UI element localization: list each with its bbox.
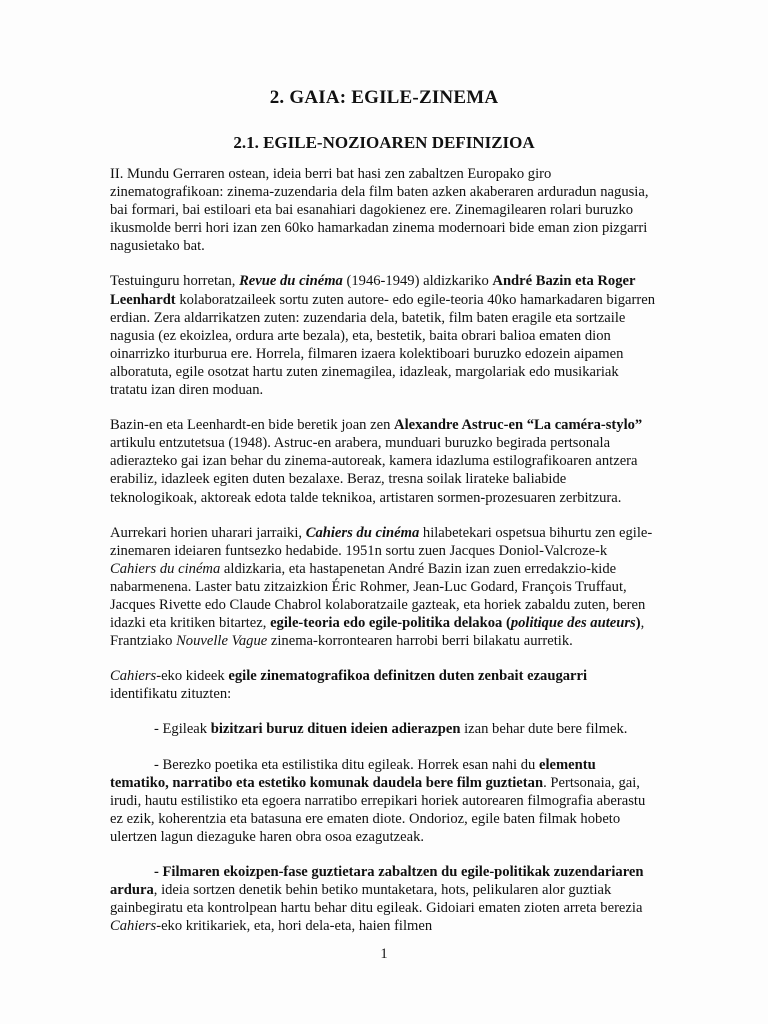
text-run: identifikatu zituzten:	[110, 686, 232, 703]
text-run: . Pertsonaia, gai, irudi, hautu estilistiko eta egoera narratibo errepikari horiek autorearen filmografia aberastu ez ezik, koherentzia eta batasuna ere ematen diote. Ondorioz, egile baten filmak hobeto ulertzen lagun diezaguke haren obra osoa ezagutzeak.	[110, 774, 646, 845]
text-run: - Egileak	[154, 721, 211, 738]
body-paragraph	[110, 416, 655, 506]
text-run: artikulu entzutetsua (1948). Astruc-en arabera, munduari buruzko begirada pertsonala adierazteko gai izan behar du zinema-autoreak, kamera idazluma estilografikoaren antzera erabiliz, idazleek egiten duten bezalaxe. Beraz, tresna soilak lirateke baliabide teknologikoak, aktoreak edota talde teknikoa, artistaren sormen-prozesuaren zerbitzura.	[110, 435, 638, 506]
section-heading: 2.1. EGILE-NOZIOAREN DEFINIZIOA	[233, 133, 535, 152]
emphasized-text: Cahiers	[110, 668, 157, 685]
body-paragraph	[110, 524, 655, 651]
list-item	[110, 756, 655, 846]
list-item	[110, 720, 655, 738]
emphasized-text: elementu tematiko, narratibo eta estetiko komunak daudela bere film guztietan	[110, 756, 596, 791]
text-run: zinema-korrontearen harrobi berri bilakatu aurretik.	[267, 633, 573, 650]
emphasized-text: politique des auteurs	[510, 615, 636, 632]
emphasized-text: Revue du cinéma	[239, 273, 343, 290]
text-run: Bazin-en eta Leenhardt-en bide beretik joan zen	[110, 417, 395, 434]
text-run: -eko kideek	[156, 668, 229, 685]
text-run: (1946-1949) aldizkariko	[342, 273, 493, 290]
emphasized-text: bizitzari buruz dituen ideien adierazpen	[210, 721, 461, 738]
text-run: Testuinguru horretan,	[110, 273, 240, 290]
emphasized-text: Nouvelle Vague	[176, 633, 268, 650]
text-run: -eko kritikariek, eta, hori dela-eta, haien filmen	[156, 918, 433, 935]
text-run: izan behar dute bere filmek.	[460, 721, 628, 738]
body-paragraph	[110, 667, 655, 703]
document-body	[110, 165, 655, 952]
emphasized-text: egile zinematografikoa definitzen duten zenbait ezaugarri	[228, 668, 588, 685]
text-run: , ideia sortzen denetik behin betiko muntaketara, hots, pelikularen alor guztiak gainbegiratu eta kontrolpean hartu behar ditu egileak. Gidoiari ematen zioten arreta berezia	[110, 882, 643, 917]
emphasized-text: Alexandre Astruc-en “La caméra-stylo”	[394, 417, 643, 434]
emphasized-text: Cahiers	[110, 918, 157, 935]
emphasized-text: )	[635, 615, 641, 632]
emphasized-text: André Bazin eta Roger Leenhardt	[110, 273, 636, 308]
text-run: kolaboratzaileek sortu zuten autore- edo egile-teoria 40ko hamarkadaren bigarren erdian. Zera aldarrikatzen zuten: zuzendaria dela, batetik, film baten eragile eta sortzaile nagusia (ez ekoizlea, ordura arte bezala), eta, bestetik, baita obrari balioa ematen dion oinarrizko iturburua ere. Horrela, filmaren izaera kolektiboari buruzko edozein aipamen alboratuta, egile osotzat hartu zuten zinemagilea, idazleak, margolariak edo musikariak tratatu izan diren moduan.	[110, 291, 656, 399]
body-paragraph	[110, 165, 655, 255]
page-heading: 2. GAIA: EGILE-ZINEMA	[269, 87, 499, 108]
emphasized-text: - Filmaren ekoizpen-fase guztietara zabaltzen du egile-politikak zuzendariaren ardura	[110, 864, 644, 899]
page-number: 1	[380, 946, 388, 962]
text-run: II. Mundu Gerraren ostean, ideia berri bat hasi zen zabaltzen Europako giro zinematografikoan: zinema-zuzendaria dela film baten azken akaberaren arduradun nagusia, bai formari, bai estiloari eta bai esanahiari dagokienez ere. Zinemagilearen rolari buruzko ikusmolde berri hori izan zen 60ko hamarkadan zinema modernoari bide eman zion pizgarri nagusietako bat.	[110, 166, 649, 255]
emphasized-text: egile-teoria edo egile-politika delakoa (	[270, 615, 511, 632]
body-paragraph	[110, 272, 655, 399]
emphasized-text: Cahiers du cinéma	[110, 560, 221, 577]
text-run: - Berezko poetika eta estilistika ditu egileak. Horrek esan nahi du	[154, 756, 539, 773]
text-run: aldizkaria, eta hastapenetan André Bazin izan zuen erredakzio-kide nabarmenena. Laster batu zitzaizkion Éric Rohmer, Jean-Luc Godard, François Truffaut, Jacques Rivette edo Claude Chabrol kolaboratzaile gazteak, eta horiek zabaldu zuten, beren idazki eta kritiken bitartez,	[110, 560, 646, 632]
text-run: , Frantziako	[110, 615, 645, 650]
text-run: Aurrekari horien uharari jarraiki,	[110, 524, 306, 541]
emphasized-text: Cahiers du cinéma	[305, 524, 420, 541]
list-item	[110, 863, 655, 935]
text-run: hilabetekari ospetsua bihurtu zen egile-zinemaren ideiaren funtsezko hedabide. 1951n sortu zuen Jacques Doniol-Valcroze-k	[110, 524, 653, 559]
